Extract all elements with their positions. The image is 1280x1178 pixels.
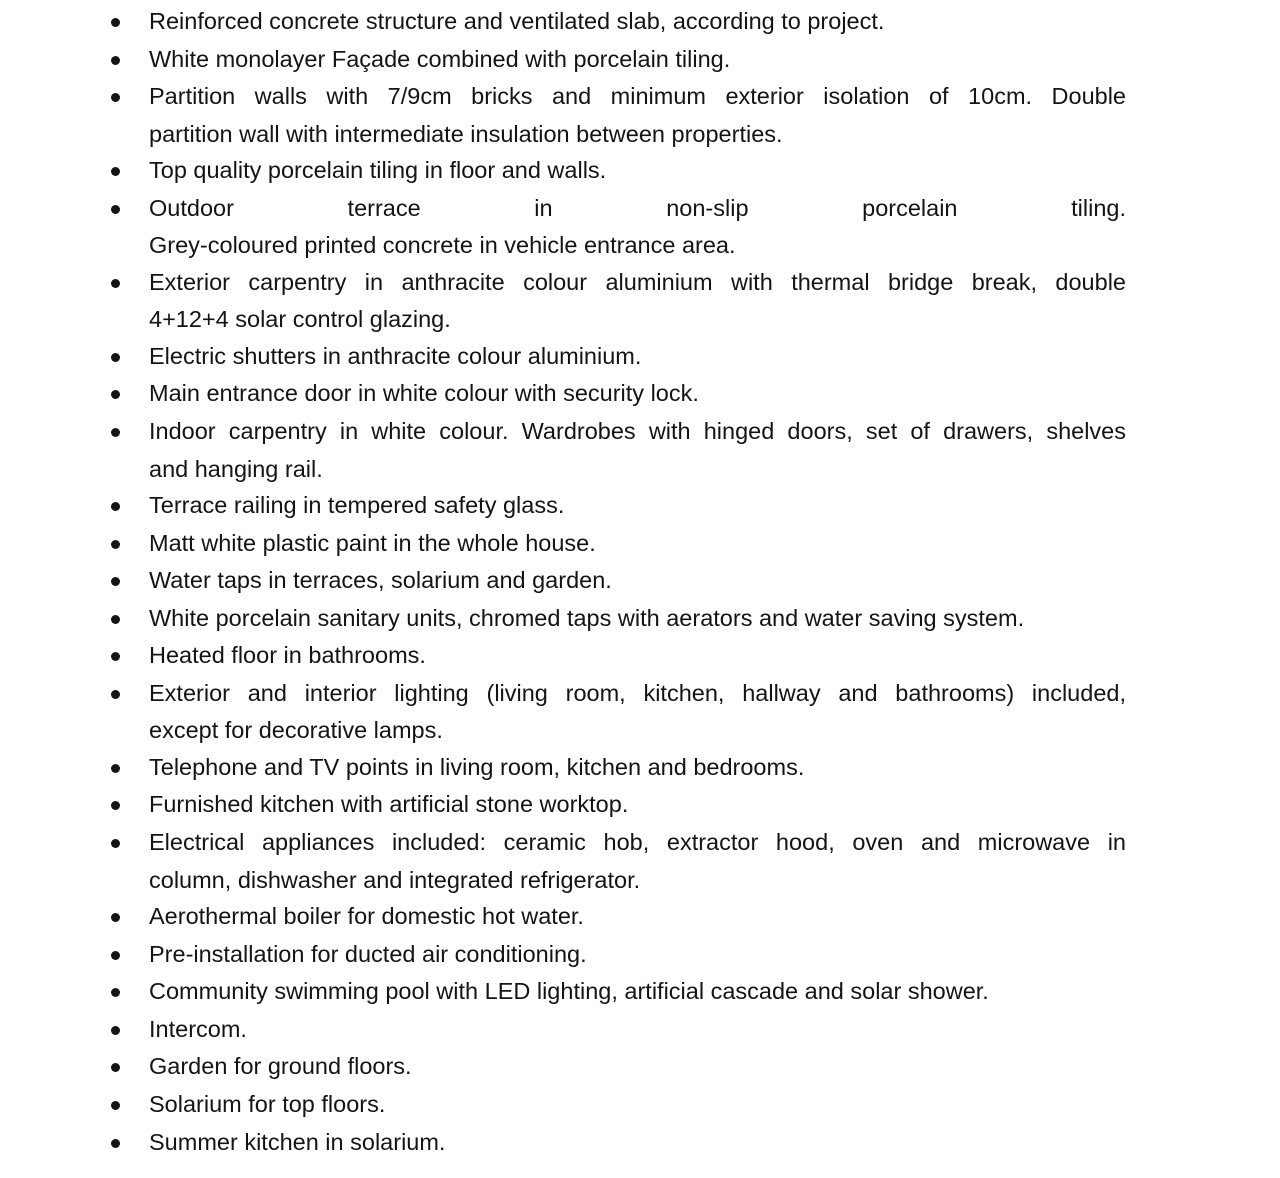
bullet-icon xyxy=(111,279,120,288)
list-item xyxy=(0,1086,1126,1124)
list-item xyxy=(0,936,1126,974)
list-item-text: Outdoor terrace in non-slip porcelain tiling. xyxy=(149,194,1126,221)
bullet-icon xyxy=(111,1139,120,1148)
bullet-icon xyxy=(111,56,120,65)
list-item xyxy=(0,487,1126,525)
list-item xyxy=(0,973,1126,1011)
list-item xyxy=(0,749,1126,787)
list-item xyxy=(0,152,1126,190)
list-item-text: Electric shutters in anthracite colour aluminium. xyxy=(149,342,642,369)
specifications-list xyxy=(0,3,1280,1161)
list-item-text: Intercom. xyxy=(149,1015,247,1042)
bullet-icon xyxy=(111,988,120,997)
list-item-text-continued: partition wall with intermediate insulation between properties. xyxy=(149,120,783,147)
bullet-icon xyxy=(111,764,120,773)
list-item-text: Matt white plastic paint in the whole house. xyxy=(149,529,596,556)
bullet-icon xyxy=(111,577,120,586)
list-item-text: Furnished kitchen with artificial stone worktop. xyxy=(149,791,629,818)
bullet-icon xyxy=(111,540,120,549)
list-item-text: Exterior carpentry in anthracite colour aluminium with thermal bridge break, double xyxy=(149,268,1126,295)
bullet-icon xyxy=(111,93,120,102)
bullet-icon xyxy=(111,1026,120,1035)
list-item xyxy=(0,41,1126,79)
list-item xyxy=(0,1011,1126,1049)
list-item xyxy=(0,375,1126,413)
bullet-icon xyxy=(111,690,120,699)
list-item xyxy=(0,3,1126,41)
list-item xyxy=(0,78,1126,152)
list-item-text: Telephone and TV points in living room, kitchen and bedrooms. xyxy=(149,753,805,780)
list-item-text-continued: column, dishwasher and integrated refrigerator. xyxy=(149,866,641,893)
bullet-icon xyxy=(111,18,120,27)
list-item xyxy=(0,1124,1126,1162)
list-item-text: Reinforced concrete structure and ventilated slab, according to project. xyxy=(149,8,885,34)
list-item-text: Main entrance door in white colour with security lock. xyxy=(149,380,699,407)
list-item-text: White porcelain sanitary units, chromed taps with aerators and water saving system. xyxy=(149,604,1025,631)
list-item-text: Partition walls with 7/9cm bricks and minimum exterior isolation of 10cm. Double xyxy=(149,83,1126,110)
list-item-text: Top quality porcelain tiling in floor and walls. xyxy=(149,157,607,184)
bullet-icon xyxy=(111,205,120,214)
list-item-text: Community swimming pool with LED lighting, artificial cascade and solar shower. xyxy=(149,978,989,1005)
bullet-icon xyxy=(111,839,120,848)
list-item xyxy=(0,525,1126,563)
list-item-text: Terrace railing in tempered safety glass. xyxy=(149,491,565,518)
bullet-icon xyxy=(111,1101,120,1110)
list-item-text: Indoor carpentry in white colour. Wardrobes with hinged doors, set of drawers, shelves xyxy=(149,417,1126,444)
list-item-text: Pre-installation for ducted air conditioning. xyxy=(149,940,587,967)
list-item-text: Summer kitchen in solarium. xyxy=(149,1128,446,1155)
list-item xyxy=(0,264,1126,338)
list-item xyxy=(0,675,1126,749)
list-item xyxy=(0,338,1126,376)
bullet-icon xyxy=(111,428,120,437)
bullet-icon xyxy=(111,615,120,624)
list-item-text: Electrical appliances included: ceramic hob, extractor hood, oven and microwave in xyxy=(149,829,1126,856)
list-item xyxy=(0,562,1126,600)
bullet-icon xyxy=(111,353,120,362)
bullet-icon xyxy=(111,951,120,960)
list-item-text: Garden for ground floors. xyxy=(149,1053,412,1080)
list-item xyxy=(0,600,1126,638)
list-item xyxy=(0,1048,1126,1086)
list-item-text-continued: and hanging rail. xyxy=(149,455,323,482)
list-item-text: Exterior and interior lighting (living room, kitchen, hallway and bathrooms) included, xyxy=(149,679,1126,706)
list-item xyxy=(0,824,1126,898)
list-item-text-continued: Grey-coloured printed concrete in vehicle entrance area. xyxy=(149,232,736,259)
list-item-text: Heated floor in bathrooms. xyxy=(149,642,426,669)
list-item-text-continued: 4+12+4 solar control glazing. xyxy=(149,306,451,333)
list-item xyxy=(0,898,1126,936)
bullet-icon xyxy=(111,502,120,511)
list-item xyxy=(0,637,1126,675)
bullet-icon xyxy=(111,652,120,661)
list-item xyxy=(0,786,1126,824)
bullet-icon xyxy=(111,390,120,399)
list-item-text: Aerothermal boiler for domestic hot water. xyxy=(149,903,584,930)
list-item-text: White monolayer Façade combined with porcelain tiling. xyxy=(149,45,731,72)
bullet-icon xyxy=(111,913,120,922)
list-item-text-continued: except for decorative lamps. xyxy=(149,717,443,744)
list-item xyxy=(0,190,1126,264)
bullet-icon xyxy=(111,801,120,810)
list-item-text: Solarium for top floors. xyxy=(149,1091,386,1117)
bullet-icon xyxy=(111,167,120,176)
list-item-text: Water taps in terraces, solarium and garden. xyxy=(149,567,612,594)
list-item xyxy=(0,413,1126,487)
bullet-icon xyxy=(111,1063,120,1072)
